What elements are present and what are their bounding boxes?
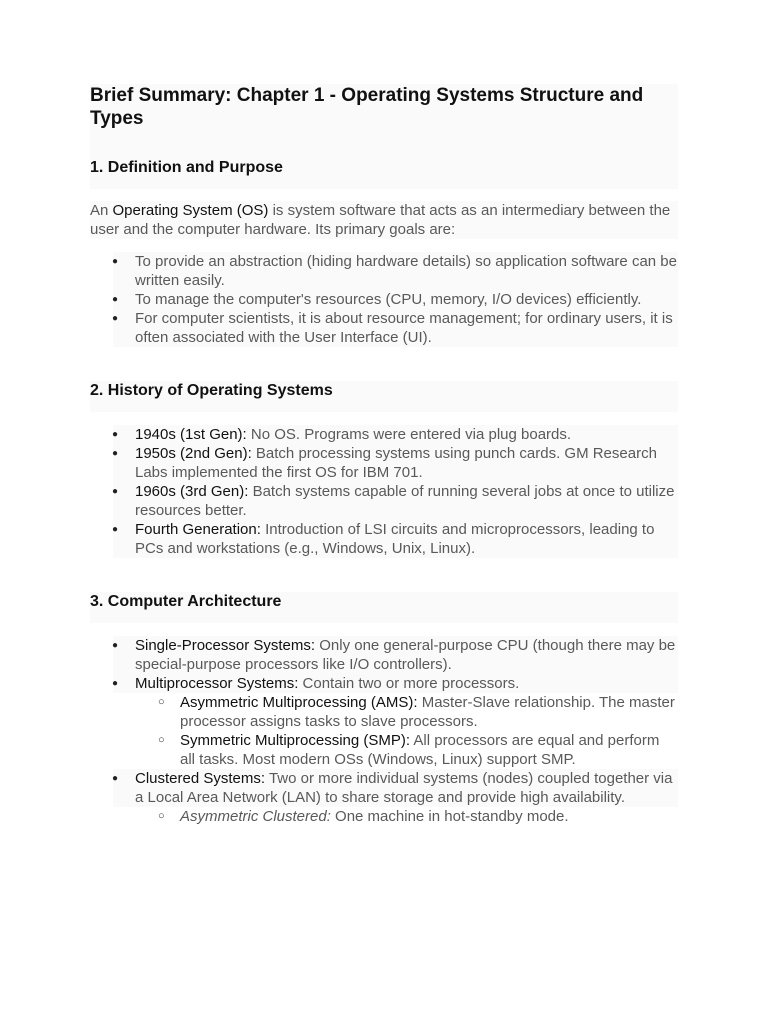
intro-term: Operating System (OS) <box>112 202 269 219</box>
item-term: Single-Processor Systems: <box>135 637 316 654</box>
item-text: Contain two or more processors. <box>298 675 520 692</box>
item-text: No OS. Programs were entered via plug boards. <box>246 426 572 443</box>
list-item <box>113 769 678 807</box>
list-item: ● For computer scientists, it is about resource management; for ordinary users, it is often associated with the User Interface (UI). <box>113 309 678 347</box>
list-item <box>113 425 678 444</box>
item-text: Batch processing systems using punch cards. GM Research Labs implemented the first OS for IBM 701. <box>135 445 657 481</box>
title-block <box>90 84 678 189</box>
item-term: 1950s (2nd Gen): <box>135 445 252 462</box>
intro-pre: An <box>90 202 113 219</box>
list-item <box>113 636 678 674</box>
list-item <box>113 693 678 731</box>
section-3-heading: 3. Computer Architecture <box>90 593 282 610</box>
item-term: Symmetric Multiprocessing (SMP): <box>180 732 411 749</box>
item-text: Batch systems capable of running several jobs at once to utilize resources better. <box>135 483 675 519</box>
section-2-heading: 2. History of Operating Systems <box>90 382 333 399</box>
section-1-heading: 1. Definition and Purpose <box>90 159 283 176</box>
section-3-header <box>90 592 678 623</box>
list-item: ● To provide an abstraction (hiding hardware details) so application software can be written easily. <box>113 252 678 290</box>
item-text: Master-Slave relationship. The master processor assigns tasks to slave processors. <box>180 694 675 730</box>
list-item <box>113 520 678 558</box>
intro-post: is system software that acts as an intermediary between the user and the computer hardware. Its primary goals are: <box>90 202 671 238</box>
item-term: Asymmetric Clustered: <box>180 808 331 825</box>
item-term: 1960s (3rd Gen): <box>135 483 249 500</box>
list-item <box>113 674 678 693</box>
section-1-intro <box>90 201 678 239</box>
item-term: Clustered Systems: <box>135 770 266 787</box>
item-term: Asymmetric Multiprocessing (AMS): <box>180 694 418 711</box>
section-2-list <box>113 425 678 558</box>
item-text: One machine in hot-standby mode. <box>330 808 569 825</box>
item-term: Fourth Generation: <box>135 521 261 538</box>
document-page <box>90 84 678 826</box>
section-3-list <box>113 636 678 826</box>
item-text: Only one general-purpose CPU (though there may be special-purpose processors like I/O controllers). <box>135 637 676 673</box>
item-text: Introduction of LSI circuits and microprocessors, leading to PCs and workstations (e.g., Windows, Unix, Linux). <box>135 521 655 557</box>
item-text: Two or more individual systems (nodes) coupled together via a Local Area Network (LAN) to share storage and provide high availability. <box>135 770 673 806</box>
list-item <box>113 482 678 520</box>
list-item <box>113 444 678 482</box>
list-item <box>113 807 678 826</box>
item-text: All processors are equal and perform all tasks. Most modern OSs (Windows, Linux) support SMP. <box>180 732 660 768</box>
section-2-header <box>90 381 678 412</box>
document-title: Brief Summary: Chapter 1 - Operating Systems Structure and Types <box>90 85 644 129</box>
list-item <box>113 731 678 769</box>
section-1-list <box>113 252 678 347</box>
item-term: 1940s (1st Gen): <box>135 426 247 443</box>
item-term: Multiprocessor Systems: <box>135 675 299 692</box>
list-item: ● To manage the computer's resources (CPU, memory, I/O devices) efficiently. <box>113 290 678 309</box>
